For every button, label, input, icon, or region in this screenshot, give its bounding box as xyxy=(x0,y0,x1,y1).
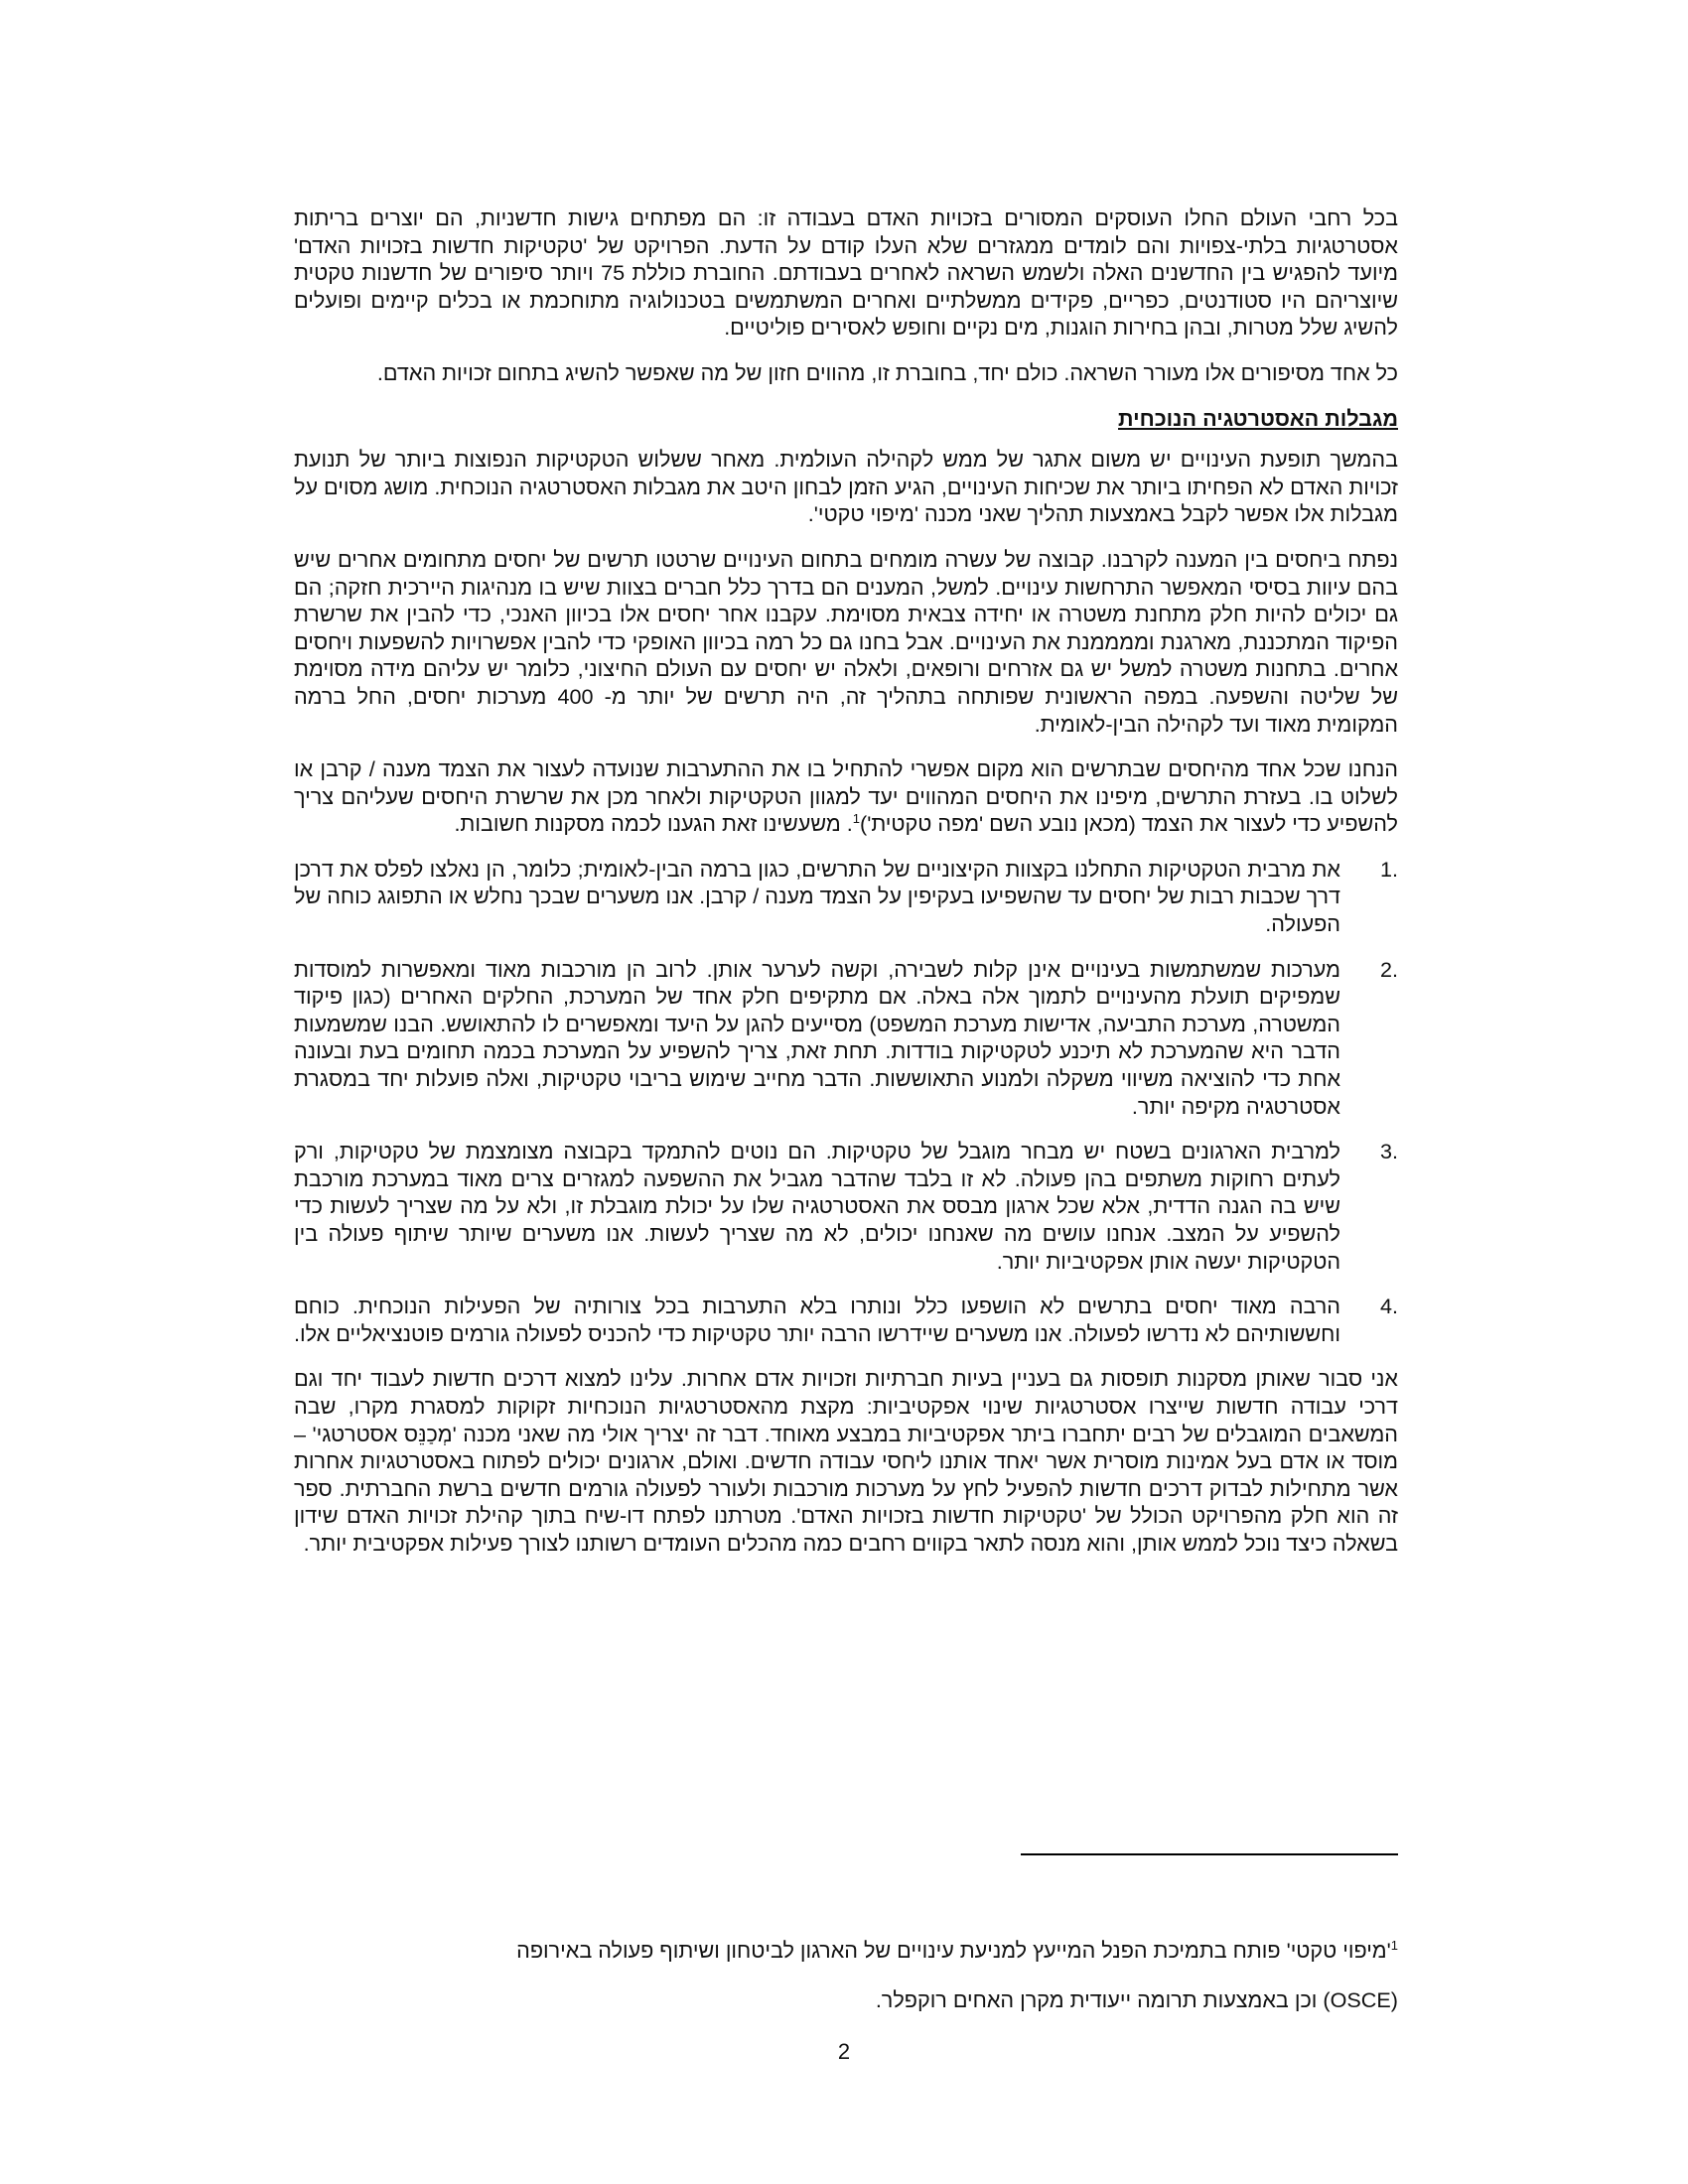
list-item-text: למרבית הארגונים בשטח יש מבחר מוגבל של טקטיקות. הם נוטים להתמקד בקבוצה מצומצמת של טקטיקות, ורק לעתים רחוקות משתפים בהן פעולה. לא זו בלבד שהדבר מגביל את ההשפעה למגזרים צרים מאוד במערכת מורכבת שיש בה הגנה הדדית, אלא שכל ארגון מבסס את האסטרטגיה שלו על יכולת מוגבלת זו, ולא על מה שצריך לעשות כדי להשפיע על המצב. אנחנו עושים מה שאנחנו יכולים, לא מה שצריך לעשות. אנו משערים שיותר שיתוף פעולה בין הטקטיקות יעשה אותן אפקטיביות יותר. xyxy=(294,1139,1340,1274)
list-item-text: את מרבית הטקטיקות התחלנו בקצוות הקיצוניים של התרשים, כגון ברמה הבין-לאומית; כלומר, הן נאלצו לפלס את דרכן דרך שכבות רבות של יחסים עד שהשפיעו בעקיפין על הצמד מענה / קרבן. אנו משערים שבכך נחלש או התפוגג כוחה של הפעולה. xyxy=(294,856,1340,937)
list-item xyxy=(294,856,1398,938)
list-item xyxy=(294,1293,1398,1347)
list-item-number: 3. xyxy=(1379,1139,1398,1164)
closing-paragraph: אני סבור שאותן מסקנות תופסות גם בעניין בעיות חברתיות וזכויות אדם אחרות. עלינו למצוא דרכים חדשות לעבוד יחד וגם דרכי עבודה חדשות שייצרו אסטרטגיות שינוי אפקטיביות: מקצת מהאסטרטגיות הנוכחיות זקוקות למסגרת מקרו, שבה המשאבים המוגבלים של רבים יתחברו ביתר אפקטיביות במבצע מאוחד. דבר זה יצריך אולי מה שאני מכנה 'מְכַנֵּס אסטרטגי' – מוסד או אדם בעל אמינות מוסרית אשר יאחד אותנו ליחסי עבודה חדשים. ואולם, ארגונים יכולים לפתוח באסטרטגיות אחרות אשר מתחילות לבדוק דרכים חדשות להפעיל לחץ על מערכות מורכבות ולעורר לפעולה גורמים חדשים ברשת החברתית. ספר זה הוא חלק מהפרויקט הכולל של 'טקטיקות חדשות בזכויות האדם'. מטרתנו לפתח דו-שיח בתוך קהילת זכויות האדם שידון בשאלה כיצד נוכל לממש אותן, והוא מנסה לתאר בקווים רחבים כמה מהכלים העומדים רשותנו לצורך פעילות אפקטיבית יותר. xyxy=(294,1366,1398,1556)
page-number: 2 xyxy=(837,2039,851,2064)
list-item xyxy=(294,1138,1398,1275)
footnote-marker: 1 xyxy=(1390,1937,1398,1953)
footnotes xyxy=(294,1936,1398,2035)
list-item-number: 1. xyxy=(1379,856,1398,882)
conclusions-list xyxy=(294,856,1398,1348)
footnote-separator xyxy=(1021,1853,1398,1855)
main-content xyxy=(294,205,1398,1575)
list-item-number: 4. xyxy=(1379,1294,1398,1319)
intro-paragraph-2: כל אחד מסיפורים אלו מעורר השראה. כולם יחד, בחוברת זו, מהווים חזון של מה שאפשר להשיג בתחום זכויות האדם. xyxy=(376,359,1398,385)
footnote-line-2: (OSCE) וכן באמצעות תרומה ייעודית מקרן האחים רוקפלר. xyxy=(875,1987,1398,2012)
section-paragraph-2: נפתח ביחסים בין המענה לקרבנו. קבוצה של עשרה מומחים בתחום העינויים שרטטו תרשים של יחסים מתחומים אחרים שיש בהם עיוות בסיסי המאפשר התרחשות עינויים. למשל, המענים הם בדרך כלל חברים בצוות שיש בו מנהיגות היירכית חזקה; הם גם יכולים להיות חלק מתחנת משטרה או יחידה צבאית מסוימת. עקבנו אחר יחסים אלו בכיוון האנכי, כדי להבין את שרשרת הפיקוד המתכננת, מארגנת וממממנת את העינויים. אבל בחנו גם כל רמה בכיוון האופקי כדי להבין אפשרויות להשפעות ויחסים אחרים. בתחנות משטרה למשל יש גם אזרחים ורופאים, ולאלה יש יחסים עם העולם החיצוני, כלומר יש עליהם מידה מסוימת של שליטה והשפעה. במפה הראשונית שפותחה בתהליך זה, היה תרשים של יותר מ- 400 מערכות יחסים, החל ברמה המקומית מאוד ועד לקהילה הבין-לאומית. xyxy=(294,546,1398,737)
paragraph-3-rest-text: . משעשינו זאת הגענו לכמה מסקנות חשובות. xyxy=(454,811,853,837)
intro-paragraph-1: בכל רחבי העולם החלו העוסקים המסורים בזכויות האדם בעבודה זו: הם מפתחים גישות חדשניות, הם יוצרים בריתות אסטרטגיות בלתי-צפויות והם לומדים ממגזרים שלא העלו קודם על הדעת. הפרויקט של 'טקטיקות חדשות בזכויות האדם' מיועד להפגיש בין החדשנים האלה ולשמש השראה לאחרים בעבודתם. החוברת כוללת 75 ויותר סיפורים של חדשנות טקטית שיוצריהם היו סטודנטים, כפריים, פקידים ממשלתיים ואחרים המשתמשים בטכנולוגיה מתוחכמת או בכלים קיימים ופועלים להשיג שלל מטרות, ובהן בחירות הוגנות, מים נקיים וחופש לאסירים פוליטיים. xyxy=(294,205,1398,341)
section-paragraph-3 xyxy=(294,755,1398,838)
list-item xyxy=(294,956,1398,1121)
paragraph-3-main-text: הנחנו שכל אחד מהיחסים שבתרשים הוא מקום אפשרי להתחיל בו את ההתערבות שנועדה לעצור את הצמד מענה / קרבן או לשלוט בו. בעזרת התרשים, מיפינו את היחסים המהווים יעד למגוון הטקטיקות ולאחר מכן את שרשרת היחסים שעליהם צריך להשפיע כדי לעצור את הצמד (מכאן נובע השם 'מפה טקטית') xyxy=(294,756,1398,837)
section-heading: מגבלות האסטרטגיה הנוכחית xyxy=(1118,405,1398,431)
list-item-text: מערכות שמשתמשות בעינויים אינן קלות לשבירה, וקשה לערער אותן. לרוב הן מורכבות מאוד ומאפשרות למוסדות שמפיקים תועלת מהעינויים לתמוך אלה באלה. אם מתקיפים חלק אחד של המערכת, החלקים האחרים (כגון פיקוד המשטרה, מערכת התביעה, אדישות מערכת המשפט) מסייעים להגן על היעד ומאפשרים לו להתאושש. הבנו שמשמעות הדבר היא שהמערכת לא תיכנע לטקטיקות בודדות. תחת זאת, צריך להשפיע על המערכת בכמה תחומים בעת ובעונה אחת כדי להוציאה משיווי משקלה ולמנוע התאוששות. הדבר מחייב שימוש בריבוי טקטיקות, ואלה פועלות יחד במסגרת אסטרטגיה מקיפה יותר. xyxy=(294,956,1340,1119)
footnote-reference[interactable]: 1 xyxy=(852,811,860,827)
list-item-text: הרבה מאוד יחסים בתרשים לא הושפעו כלל ונותרו בלא התערבות בכל צורותיה של הפעילות הנוכחית. כוחם וחששותיהם לא נדרשו לפעולה. אנו משערים שיידרשו הרבה יותר טקטיקות כדי להכניס לפעולה גורמים פוטנציאליים אלו. xyxy=(294,1294,1340,1346)
list-item-number: 2. xyxy=(1379,956,1398,982)
footnote-text-1: 'מיפוי טקטי' פותח בתמיכת הפנל המייעץ למניעת עינויים של הארגון לביטחון ושיתוף פעולה באירופה xyxy=(516,1938,1391,1963)
section-paragraph-1: בהמשך תופעת העינויים יש משום אתגר של ממש לקהילה העולמית. מאחר ששלוש הטקטיקות הנפוצות ביותר של תנועת זכויות האדם לא הפחיתו ביותר את שכיחות העינויים, הגיע הזמן לבחון היטב את מגבלות האסטרטגיה הנוכחית. מושג מסוים על מגבלות אלו אפשר לקבל באמצעות תהליך שאני מכנה 'מיפוי טקטי'. xyxy=(294,447,1398,527)
footnote-line-1 xyxy=(294,1936,1398,1966)
